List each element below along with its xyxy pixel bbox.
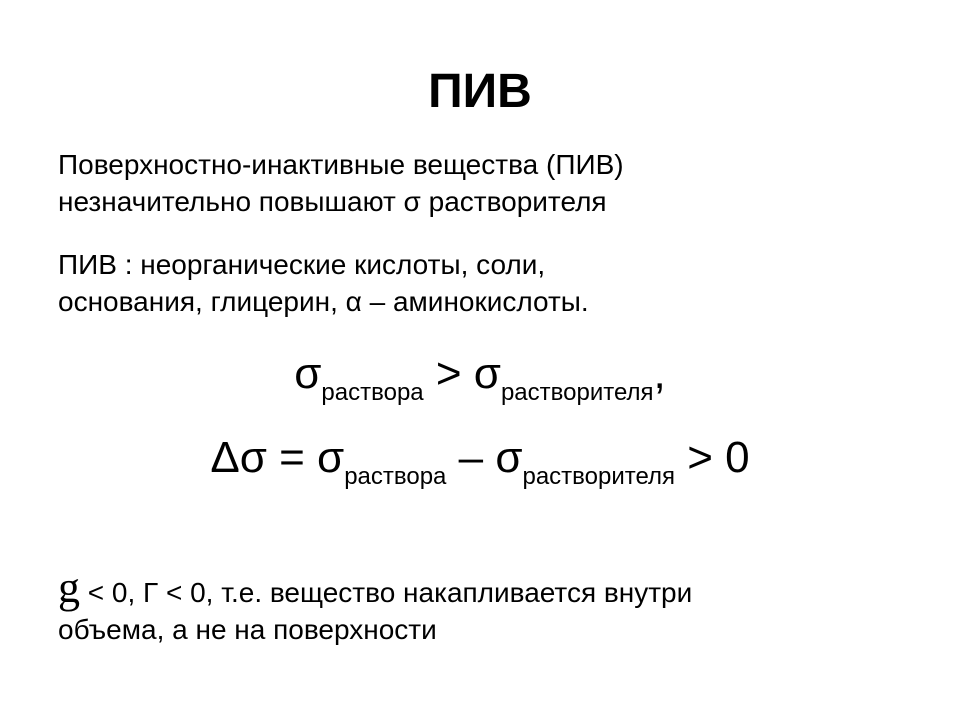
conclusion-line-1-text: < 0, Г < 0, т.е. вещество накапливается внутри bbox=[80, 577, 693, 608]
subscript-solution: раствора bbox=[321, 379, 424, 406]
sigma-symbol: σ bbox=[473, 349, 501, 398]
greater-than-operator: > bbox=[423, 349, 474, 398]
subscript-solvent: растворителя bbox=[522, 463, 676, 490]
sigma-symbol: σ bbox=[495, 433, 523, 482]
sigma-symbol: σ bbox=[317, 433, 345, 482]
examples-line-1: ПИВ : неорганические кислоты, соли, bbox=[58, 249, 546, 280]
greater-than-zero: > 0 bbox=[675, 433, 750, 482]
definition-paragraph bbox=[58, 146, 918, 220]
conclusion-line-2: объема, а не на поверхности bbox=[58, 614, 437, 645]
minus-operator: – bbox=[446, 433, 496, 482]
inequality-formula bbox=[0, 346, 960, 409]
delta-sigma-prefix: Δσ = bbox=[210, 433, 318, 482]
examples-paragraph bbox=[58, 246, 918, 320]
conclusion-paragraph bbox=[58, 563, 938, 648]
g-symbol: g bbox=[58, 563, 80, 612]
delta-sigma-formula bbox=[0, 430, 960, 493]
subscript-solvent: растворителя bbox=[500, 379, 654, 406]
sigma-symbol: σ bbox=[294, 349, 322, 398]
subscript-solution: раствора bbox=[344, 463, 447, 490]
slide-title: ПИВ bbox=[428, 65, 532, 118]
definition-line-1: Поверхностно-инактивные вещества (ПИВ) bbox=[58, 149, 624, 180]
formula-comma: , bbox=[653, 349, 666, 398]
examples-line-2: основания, глицерин, α – аминокислоты. bbox=[58, 286, 589, 317]
conclusion-line-1 bbox=[58, 563, 938, 612]
definition-line-2: незначительно повышают σ растворителя bbox=[58, 186, 607, 217]
